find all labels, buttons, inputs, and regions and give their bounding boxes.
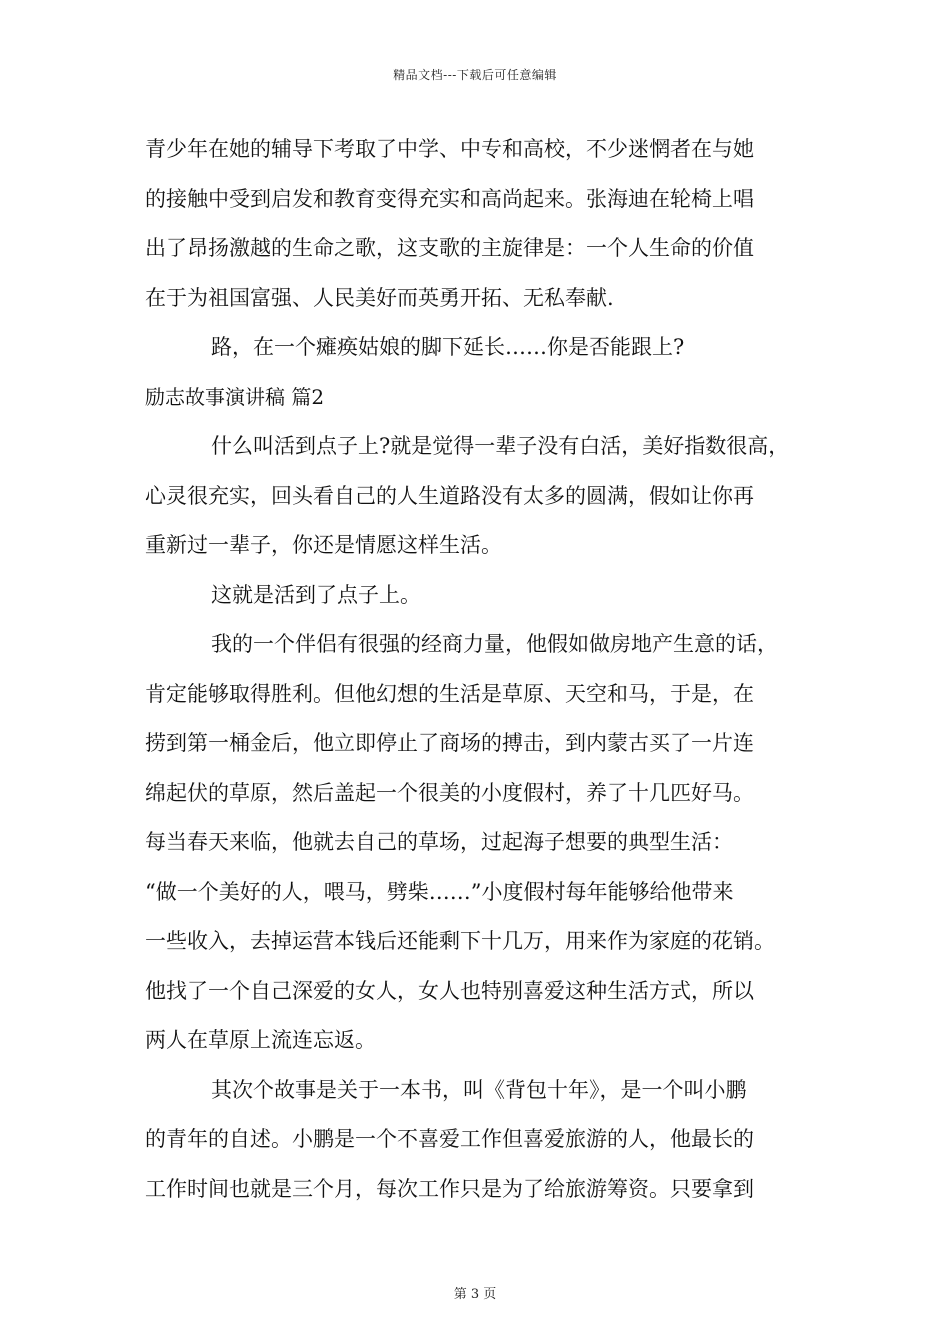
text-line: 什么叫活到点子上?就是觉得一辈子没有白活，美好指数很高， xyxy=(211,434,790,458)
text-line: 他找了一个自己深爱的女人，女人也特别喜爱这种生活方式，所以 xyxy=(145,978,754,1003)
text-line: 工作时间也就是三个月，每次工作只是为了给旅游筹资。只要拿到 xyxy=(145,1176,754,1201)
text-line: 每当春天来临，他就去自己的草场，过起海子想要的典型生活： xyxy=(145,830,733,854)
page-header: 精品文档---下载后可任意编辑 xyxy=(393,68,557,82)
text-line: “做一个美好的人，喂马，劈柴……”小度假村每年能够给他带来 xyxy=(145,879,734,904)
text-line: 我的一个伴侣有很强的经商力量，他假如做房地产生意的话， xyxy=(211,632,778,656)
text-line: 绵起伏的草原，然后盖起一个很美的小度假村，养了十几匹好马。 xyxy=(145,780,754,805)
text-line: 的青年的自述。小鹏是一个不喜爱工作但喜爱旅游的人，他最长的 xyxy=(145,1127,754,1151)
text-line: 心灵很充实，回头看自己的人生道路没有太多的圆满，假如让你再 xyxy=(145,483,754,508)
text-line: 肯定能够取得胜利。但他幻想的生活是草原、天空和马，于是，在 xyxy=(145,681,754,706)
text-line: 一些收入，去掉运营本钱后还能剩下十几万，用来作为家庭的花销。 xyxy=(145,929,775,953)
text-line: 的接触中受到启发和教育变得充实和高尚起来。张海迪在轮椅上唱 xyxy=(145,186,754,211)
text-line: 重新过一辈子，你还是情愿这样生活。 xyxy=(145,533,502,557)
text-line: 出了昂扬激越的生命之歌，这支歌的主旋律是：一个人生命的价值 xyxy=(145,236,754,260)
text-line: 其次个故事是关于一本书，叫《背包十年》，是一个叫小鹏 xyxy=(211,1077,747,1102)
text-line: 路，在一个瘫痪姑娘的脚下延长……你是否能跟上? xyxy=(211,335,685,359)
text-line: 青少年在她的辅导下考取了中学、中专和高校，不少迷惘者在与她 xyxy=(145,137,754,161)
text-line: 两人在草原上流连忘返。 xyxy=(145,1028,376,1052)
text-line: 这就是活到了点子上。 xyxy=(211,582,421,607)
page-number: 第 3 页 xyxy=(453,1287,497,1302)
section-heading: 励志故事演讲稿 篇2 xyxy=(145,384,325,409)
text-line: 捞到第一桶金后，他立即停止了商场的搏击，到内蒙古买了一片连 xyxy=(145,731,754,755)
text-line: 在于为祖国富强、人民美好而英勇开拓、无私奉献. xyxy=(145,285,614,310)
document-body xyxy=(145,125,825,1214)
